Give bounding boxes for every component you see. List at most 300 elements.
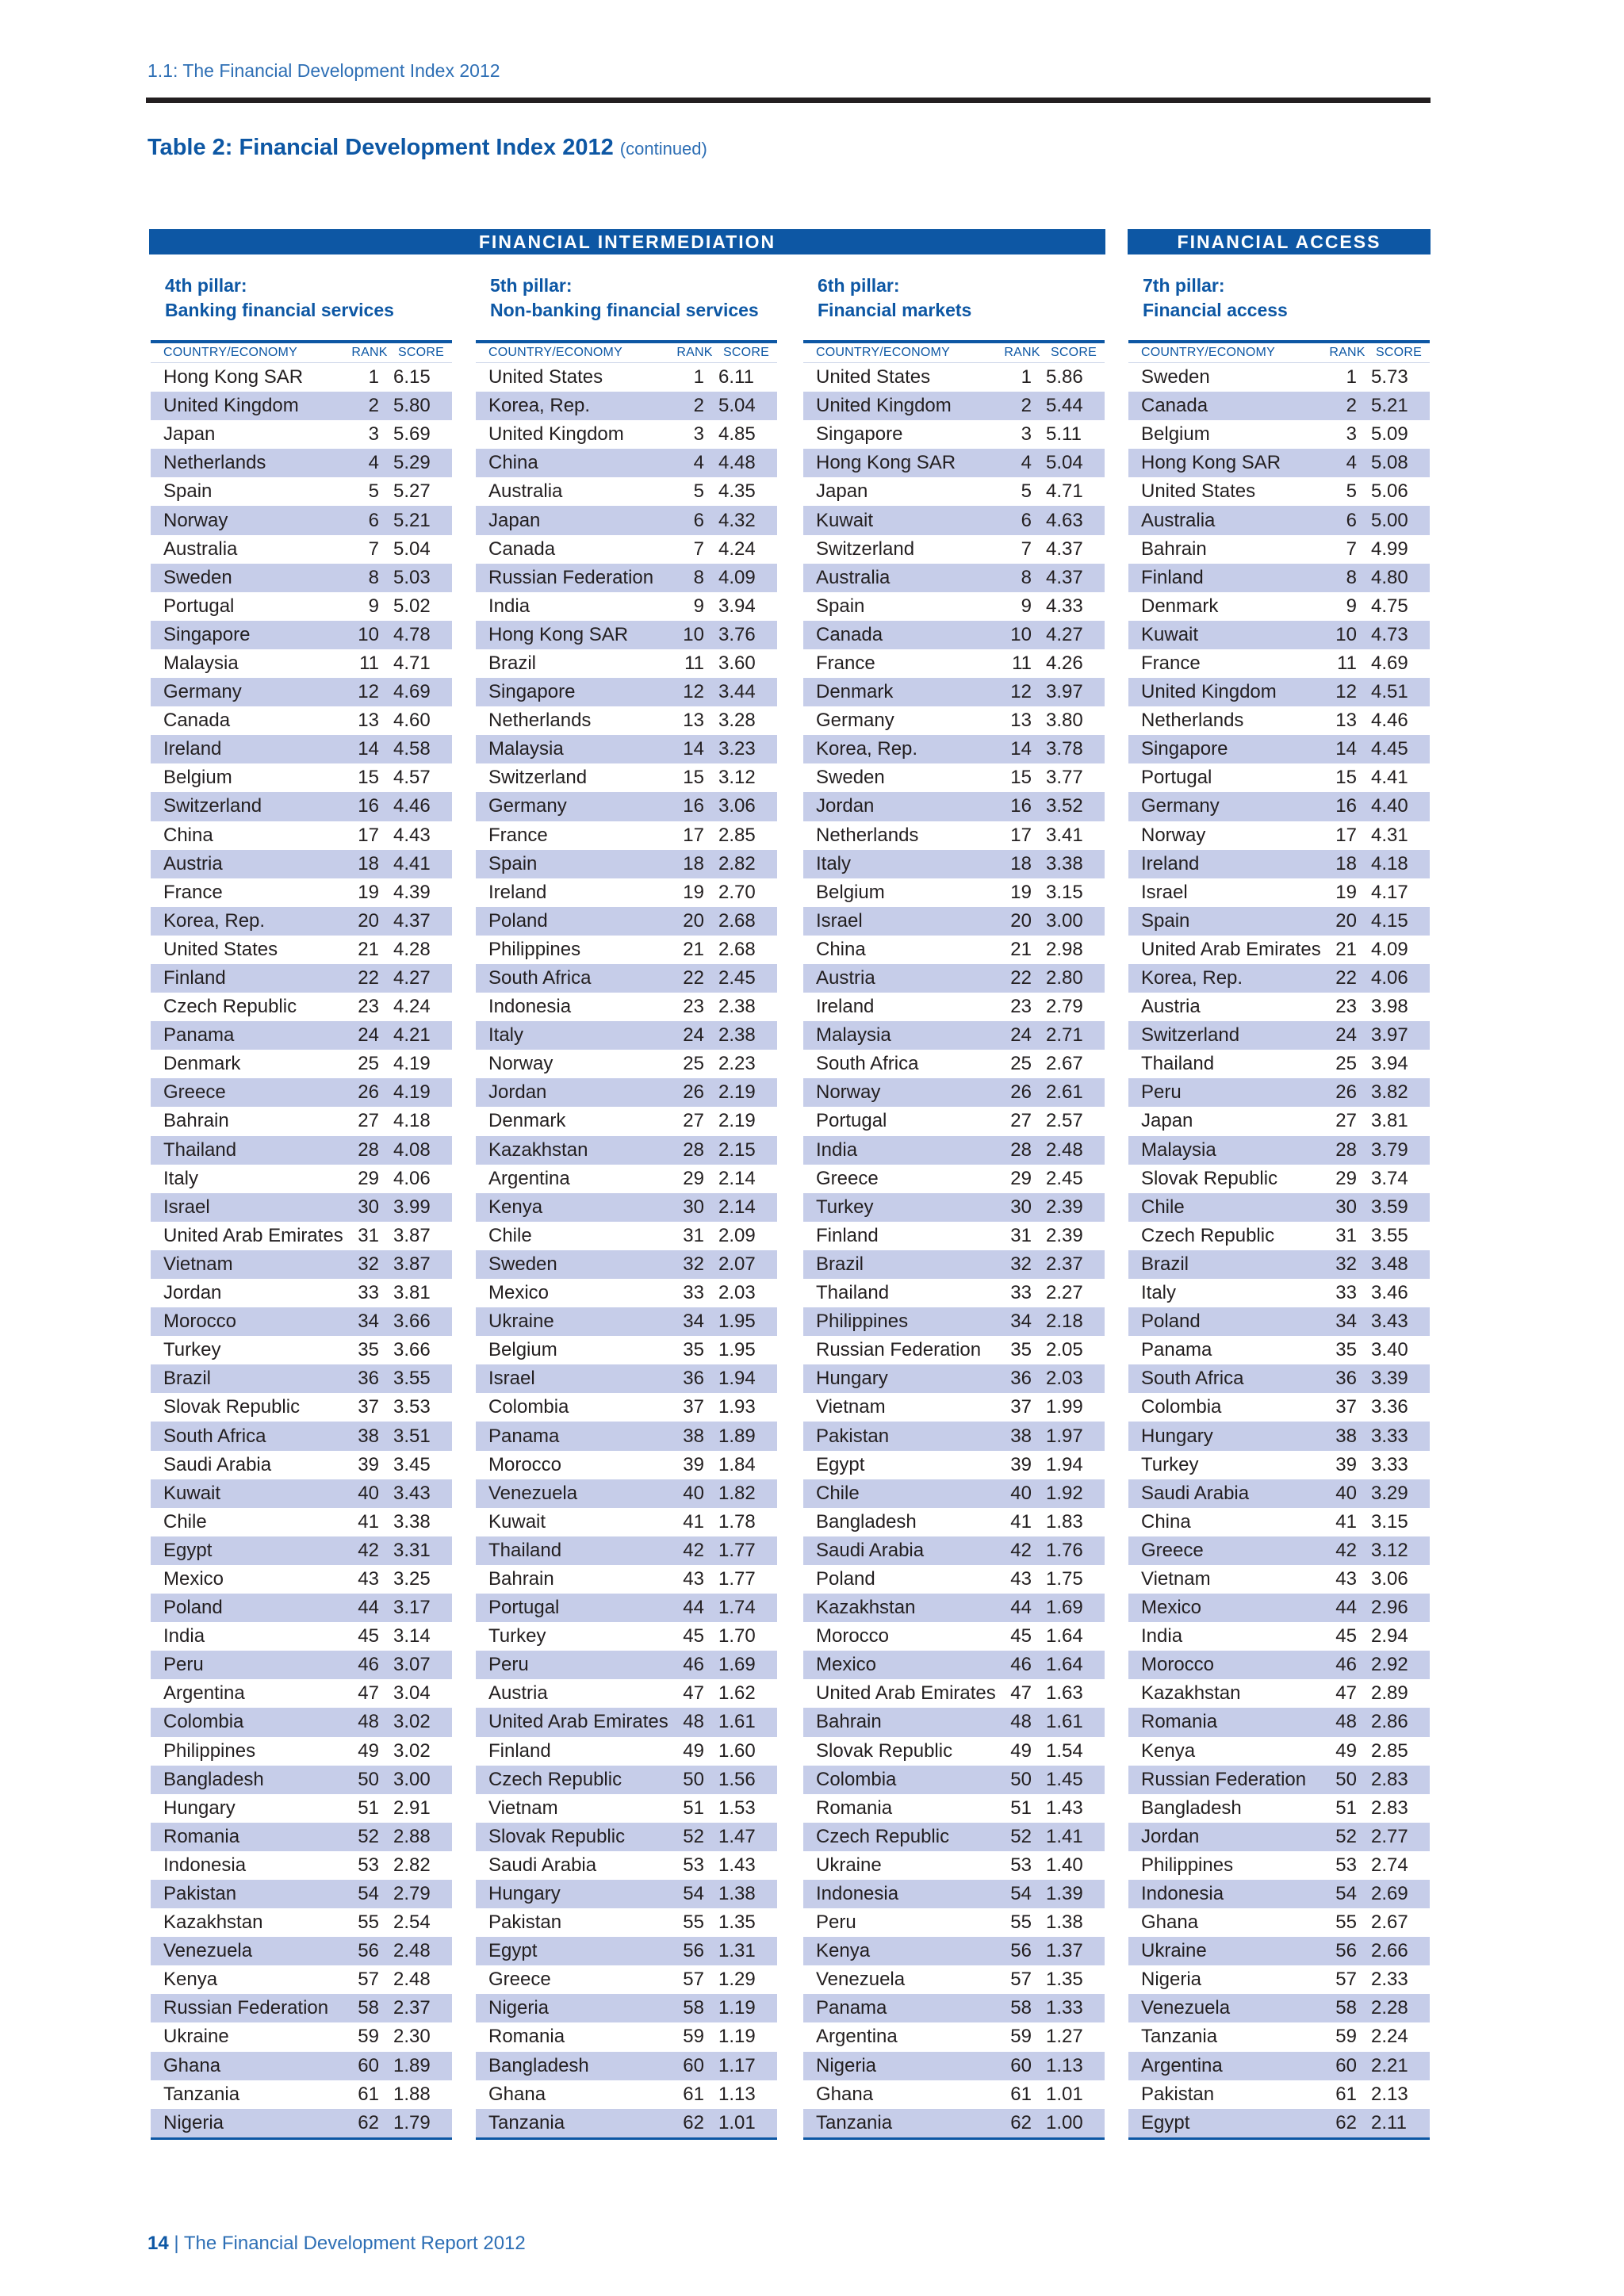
country-cell: Belgium (816, 881, 885, 903)
country-cell: Belgium (163, 767, 232, 789)
score-cell: 3.36 (1371, 1396, 1408, 1418)
score-cell: 2.79 (393, 1883, 431, 1905)
country-cell: Czech Republic (488, 1768, 622, 1790)
pillar-title (803, 274, 1105, 340)
country-cell: Singapore (1141, 738, 1228, 760)
rank-cell: 40 (1010, 1482, 1032, 1504)
table-row (803, 1937, 1105, 1965)
table-row (803, 420, 1105, 449)
country-cell: Netherlands (816, 824, 919, 846)
column-header-row (803, 340, 1105, 363)
rank-cell: 24 (358, 1024, 379, 1047)
country-cell: United Arab Emirates (163, 1224, 343, 1246)
rank-cell: 2 (368, 395, 379, 417)
table-row (476, 592, 777, 621)
country-cell: Brazil (816, 1253, 864, 1275)
rank-cell: 35 (1335, 1339, 1357, 1361)
rank-cell: 31 (683, 1224, 704, 1246)
country-cell: Slovak Republic (1141, 1167, 1278, 1189)
pillar-name: Banking financial services (165, 300, 394, 320)
table-row (1128, 964, 1430, 993)
country-cell: Ireland (816, 996, 875, 1018)
rank-cell: 8 (1346, 566, 1357, 588)
country-cell: Poland (488, 909, 548, 932)
table-row (1128, 1851, 1430, 1880)
table-row (151, 392, 452, 420)
rank-cell: 41 (1335, 1510, 1357, 1533)
table-row (151, 1422, 452, 1450)
rank-cell: 36 (1335, 1368, 1357, 1390)
rank-cell: 29 (1010, 1167, 1032, 1189)
score-cell: 1.13 (718, 2083, 756, 2105)
score-cell: 4.27 (393, 967, 431, 989)
score-cell: 3.66 (393, 1339, 431, 1361)
table-row (151, 850, 452, 878)
table-row (476, 1021, 777, 1050)
table-title-main: Table 2: Financial Development Index 2012 (147, 135, 614, 160)
table-row (803, 1679, 1105, 1708)
table-row (151, 1880, 452, 1908)
rank-cell: 17 (1335, 824, 1357, 846)
rank-cell: 10 (683, 623, 704, 645)
table-row (151, 1050, 452, 1078)
score-cell: 1.70 (718, 1625, 756, 1647)
country-cell: Ireland (1141, 852, 1200, 874)
score-cell: 4.27 (1046, 623, 1083, 645)
score-cell: 3.55 (1371, 1224, 1408, 1246)
country-cell: Jordan (163, 1282, 222, 1304)
rank-cell: 7 (1021, 538, 1032, 560)
score-cell: 4.18 (1371, 852, 1408, 874)
table-row (476, 1622, 777, 1651)
table-row (151, 363, 452, 392)
score-cell: 4.19 (393, 1053, 431, 1075)
score-cell: 4.06 (1371, 967, 1408, 989)
table-row (151, 1594, 452, 1622)
rank-cell: 32 (1010, 1253, 1032, 1275)
rank-cell: 54 (358, 1883, 379, 1905)
rank-cell: 18 (358, 852, 379, 874)
country-cell: Slovak Republic (816, 1739, 953, 1762)
score-cell: 2.03 (1046, 1368, 1083, 1390)
country-cell: Poland (816, 1567, 875, 1590)
table-row (151, 993, 452, 1021)
rank-cell: 59 (683, 2026, 704, 2048)
country-cell: Romania (488, 2026, 565, 2048)
country-cell: Brazil (488, 652, 537, 674)
table-row (803, 363, 1105, 392)
country-cell: Argentina (1141, 2054, 1223, 2076)
table-row (803, 936, 1105, 964)
country-cell: Israel (488, 1368, 535, 1390)
table-row (1128, 1222, 1430, 1250)
table-row (1128, 392, 1430, 420)
country-cell: Mexico (488, 1282, 550, 1304)
rank-cell: 18 (1010, 852, 1032, 874)
country-cell: Indonesia (1141, 1883, 1224, 1905)
table-row (803, 1622, 1105, 1651)
score-cell: 1.97 (1046, 1425, 1083, 1447)
rank-cell: 43 (1010, 1567, 1032, 1590)
country-cell: Russian Federation (1141, 1768, 1307, 1790)
rank-cell: 8 (693, 566, 704, 588)
score-cell: 4.80 (1371, 566, 1408, 588)
score-cell: 2.45 (718, 967, 756, 989)
score-cell: 4.69 (393, 681, 431, 703)
country-cell: Morocco (488, 1453, 562, 1475)
score-cell: 2.11 (1371, 2111, 1407, 2133)
table-row (1128, 1250, 1430, 1279)
table-row (1128, 1536, 1430, 1565)
table-row (476, 564, 777, 592)
rank-cell: 33 (683, 1282, 704, 1304)
country-cell: Ireland (488, 881, 547, 903)
table-row (1128, 763, 1430, 792)
country-cell: Belgium (1141, 423, 1210, 446)
country-cell: South Africa (488, 967, 592, 989)
score-cell: 2.15 (718, 1138, 756, 1161)
country-cell: Bahrain (163, 1110, 229, 1132)
table-row (476, 1908, 777, 1937)
score-cell: 3.98 (1371, 996, 1408, 1018)
table-row (803, 1336, 1105, 1364)
country-cell: Tanzania (163, 2083, 240, 2105)
country-cell: Bahrain (1141, 538, 1207, 560)
score-cell: 4.46 (393, 795, 431, 817)
score-cell: 2.30 (393, 2026, 431, 2048)
table-row (1128, 1193, 1430, 1222)
table-row (476, 1193, 777, 1222)
country-cell: Morocco (1141, 1654, 1215, 1676)
score-cell: 4.18 (393, 1110, 431, 1132)
table-row (476, 2052, 777, 2080)
rank-cell: 28 (1335, 1138, 1357, 1161)
rank-cell: 7 (1346, 538, 1357, 560)
rank-cell: 58 (683, 1997, 704, 2019)
score-cell: 5.03 (393, 566, 431, 588)
rank-cell: 23 (683, 996, 704, 1018)
score-cell: 3.76 (718, 623, 756, 645)
table-row (1128, 1364, 1430, 1393)
score-cell: 5.27 (393, 480, 431, 503)
rank-cell: 54 (1010, 1883, 1032, 1905)
table-row (1128, 1880, 1430, 1908)
score-cell: 2.57 (1046, 1110, 1083, 1132)
rank-cell: 51 (358, 1797, 379, 1819)
table-row (476, 506, 777, 534)
country-cell: Kazakhstan (1141, 1682, 1241, 1705)
rank-cell: 15 (1335, 767, 1357, 789)
table-row (476, 1422, 777, 1450)
rank-cell: 60 (358, 2054, 379, 2076)
table-row (1128, 706, 1430, 735)
table-row (1128, 363, 1430, 392)
rank-cell: 23 (1010, 996, 1032, 1018)
country-cell: India (816, 1138, 858, 1161)
score-cell: 4.15 (1371, 909, 1408, 932)
rank-cell: 42 (1010, 1539, 1032, 1561)
country-cell: Korea, Rep. (163, 909, 266, 932)
rank-cell: 37 (1335, 1396, 1357, 1418)
table-row (1128, 792, 1430, 821)
table-row (1128, 1565, 1430, 1594)
rank-cell: 43 (1335, 1567, 1357, 1590)
score-cell: 1.45 (1046, 1768, 1083, 1790)
rank-cell: 54 (1335, 1883, 1357, 1905)
table-row (803, 535, 1105, 564)
country-cell: India (1141, 1625, 1183, 1647)
score-cell: 1.69 (718, 1654, 756, 1676)
country-cell: France (163, 881, 223, 903)
rank-cell: 60 (1335, 2054, 1357, 2076)
score-cell: 4.37 (393, 909, 431, 932)
pillar-number: 6th pillar: (818, 275, 900, 296)
table-row (476, 1165, 777, 1193)
score-cell: 5.29 (393, 452, 431, 474)
country-cell: Argentina (816, 2026, 898, 2048)
rank-cell: 41 (683, 1510, 704, 1533)
table-row (1128, 1994, 1430, 2022)
table-row (803, 1651, 1105, 1679)
country-cell: Indonesia (163, 1854, 247, 1876)
rank-cell: 55 (1335, 1911, 1357, 1934)
country-cell: Hungary (1141, 1425, 1213, 1447)
score-cell: 1.62 (718, 1682, 756, 1705)
country-cell: Bahrain (816, 1711, 882, 1733)
country-cell: Kenya (1141, 1739, 1196, 1762)
rank-cell: 35 (358, 1339, 379, 1361)
rank-cell: 18 (683, 852, 704, 874)
country-cell: Denmark (163, 1053, 241, 1075)
rank-cell: 21 (1010, 938, 1032, 960)
rank-cell: 14 (1335, 738, 1357, 760)
table-row (1128, 907, 1430, 936)
rank-cell: 34 (1335, 1311, 1357, 1333)
score-cell: 4.69 (1371, 652, 1408, 674)
rank-cell: 25 (1335, 1053, 1357, 1075)
rank-cell: 31 (1335, 1224, 1357, 1246)
score-cell: 2.80 (1046, 967, 1083, 989)
score-cell: 1.89 (393, 2054, 431, 2076)
band-financial-access: FINANCIAL ACCESS (1128, 229, 1431, 254)
country-cell: Canada (163, 710, 231, 732)
table-row (803, 449, 1105, 477)
rank-cell: 56 (358, 1940, 379, 1962)
country-cell: Chile (163, 1510, 207, 1533)
table-row (1128, 1937, 1430, 1965)
country-cell: Ghana (488, 2083, 546, 2105)
country-cell: Czech Republic (163, 996, 297, 1018)
rank-cell: 49 (683, 1739, 704, 1762)
country-cell: Finland (1141, 566, 1204, 588)
score-cell: 2.74 (1371, 1854, 1408, 1876)
score-cell: 3.97 (1046, 681, 1083, 703)
country-cell: Colombia (163, 1711, 244, 1733)
score-cell: 1.92 (1046, 1482, 1083, 1504)
rank-cell: 48 (1335, 1711, 1357, 1733)
table-row (151, 1965, 452, 1994)
table-row (1128, 1965, 1430, 1994)
country-cell: Jordan (816, 795, 875, 817)
score-cell: 2.37 (1046, 1253, 1083, 1275)
score-cell: 3.38 (1046, 852, 1083, 874)
table-row (476, 1651, 777, 1679)
country-cell: United Arab Emirates (816, 1682, 996, 1705)
score-cell: 6.15 (393, 366, 431, 388)
country-cell: Czech Republic (816, 1825, 950, 1847)
table-bottom-rule (151, 2137, 452, 2140)
table-row (1128, 1708, 1430, 1736)
country-cell: Israel (1141, 881, 1188, 903)
table-row (151, 2080, 452, 2109)
score-cell: 3.94 (1371, 1053, 1408, 1075)
country-cell: Saudi Arabia (488, 1854, 597, 1876)
rank-cell: 35 (1010, 1339, 1032, 1361)
table-row (803, 2109, 1105, 2137)
rank-cell: 12 (1010, 681, 1032, 703)
country-cell: Switzerland (488, 767, 588, 789)
score-cell: 4.40 (1371, 795, 1408, 817)
table-row (803, 1222, 1105, 1250)
score-cell: 4.17 (1371, 881, 1408, 903)
rank-cell: 32 (683, 1253, 704, 1275)
pillar-name: Financial markets (818, 300, 972, 320)
rank-cell: 14 (358, 738, 379, 760)
rank-cell: 31 (1010, 1224, 1032, 1246)
column-header-row (476, 340, 777, 363)
table-row (476, 1679, 777, 1708)
country-cell: Portugal (163, 595, 235, 617)
table-row (476, 1364, 777, 1393)
table-title-continued: (continued) (619, 139, 707, 159)
table-row (476, 1823, 777, 1851)
rank-cell: 58 (1335, 1997, 1357, 2019)
country-cell: Hungary (488, 1883, 561, 1905)
table-row (476, 936, 777, 964)
country-cell: Nigeria (163, 2111, 224, 2133)
country-cell: Pakistan (1141, 2083, 1215, 2105)
rank-cell: 10 (358, 623, 379, 645)
country-cell: Jordan (488, 1081, 547, 1104)
score-cell: 4.08 (393, 1138, 431, 1161)
country-cell: Australia (488, 480, 563, 503)
score-cell: 2.85 (1371, 1739, 1408, 1762)
score-cell: 1.35 (1046, 1969, 1083, 1991)
score-cell: 1.17 (718, 2054, 756, 2076)
score-cell: 1.38 (1046, 1911, 1083, 1934)
country-cell: Egypt (163, 1539, 213, 1561)
score-cell: 2.79 (1046, 996, 1083, 1018)
score-cell: 3.25 (393, 1567, 431, 1590)
country-cell: Philippines (488, 938, 581, 960)
score-cell: 3.77 (1046, 767, 1083, 789)
rank-cell: 52 (1010, 1825, 1032, 1847)
table-bottom-rule (803, 2137, 1105, 2140)
score-cell: 1.75 (1046, 1567, 1083, 1590)
rank-cell: 17 (1010, 824, 1032, 846)
rank-cell: 46 (1010, 1654, 1032, 1676)
rank-cell: 3 (693, 423, 704, 446)
score-cell: 4.24 (718, 538, 756, 560)
score-cell: 3.15 (1046, 881, 1083, 903)
rank-cell: 54 (683, 1883, 704, 1905)
country-cell: Singapore (488, 681, 576, 703)
country-cell: Kuwait (488, 1510, 546, 1533)
rank-cell: 14 (1010, 738, 1032, 760)
country-cell: Egypt (816, 1453, 865, 1475)
rank-cell: 12 (683, 681, 704, 703)
country-cell: Indonesia (816, 1883, 899, 1905)
country-cell: Bangladesh (816, 1510, 917, 1533)
rank-cell: 25 (1010, 1053, 1032, 1075)
table-row (151, 1393, 452, 1422)
table-row (476, 1994, 777, 2022)
rank-cell: 22 (1335, 967, 1357, 989)
table-row (1128, 506, 1430, 534)
country-cell: Panama (1141, 1339, 1212, 1361)
table-row (803, 1021, 1105, 1050)
country-cell: Australia (163, 538, 238, 560)
score-cell: 2.54 (393, 1911, 431, 1934)
rank-cell: 1 (1021, 366, 1032, 388)
score-cell: 2.38 (718, 1024, 756, 1047)
page-footer (147, 2233, 526, 2255)
table-body (803, 363, 1105, 2137)
country-cell: Japan (163, 423, 216, 446)
score-cell: 2.27 (1046, 1282, 1083, 1304)
score-cell: 1.35 (718, 1911, 756, 1934)
score-cell: 2.23 (718, 1053, 756, 1075)
country-cell: United States (163, 938, 278, 960)
table-row (1128, 621, 1430, 649)
country-cell: Switzerland (163, 795, 262, 817)
country-cell: Germany (488, 795, 567, 817)
rank-cell: 38 (1335, 1425, 1357, 1447)
country-cell: Indonesia (488, 996, 572, 1018)
table-row (1128, 1307, 1430, 1336)
country-cell: Singapore (816, 423, 903, 446)
country-cell: Ukraine (488, 1311, 554, 1333)
table-row (151, 1565, 452, 1594)
table-row (1128, 420, 1430, 449)
score-cell: 1.82 (718, 1482, 756, 1504)
table-row (476, 1107, 777, 1135)
score-cell: 5.80 (393, 395, 431, 417)
country-cell: Norway (488, 1053, 553, 1075)
rank-cell: 55 (683, 1911, 704, 1934)
pillar-table-6 (803, 274, 1105, 2140)
rank-cell: 30 (358, 1196, 379, 1218)
table-row (476, 1279, 777, 1307)
table-row (1128, 592, 1430, 621)
table-row (1128, 1021, 1430, 1050)
table-row (1128, 821, 1430, 850)
table-row (151, 1994, 452, 2022)
rank-cell: 62 (1335, 2111, 1357, 2133)
score-cell: 1.60 (718, 1739, 756, 1762)
rank-cell: 37 (1010, 1396, 1032, 1418)
score-cell: 2.98 (1046, 938, 1083, 960)
score-cell: 2.82 (393, 1854, 431, 1876)
score-cell: 4.45 (1371, 738, 1408, 760)
country-cell: France (488, 824, 548, 846)
country-cell: Greece (488, 1969, 551, 1991)
rank-cell: 21 (358, 938, 379, 960)
country-cell: Denmark (1141, 595, 1219, 617)
rank-cell: 46 (1335, 1654, 1357, 1676)
country-cell: Peru (1141, 1081, 1182, 1104)
rank-cell: 19 (358, 881, 379, 903)
